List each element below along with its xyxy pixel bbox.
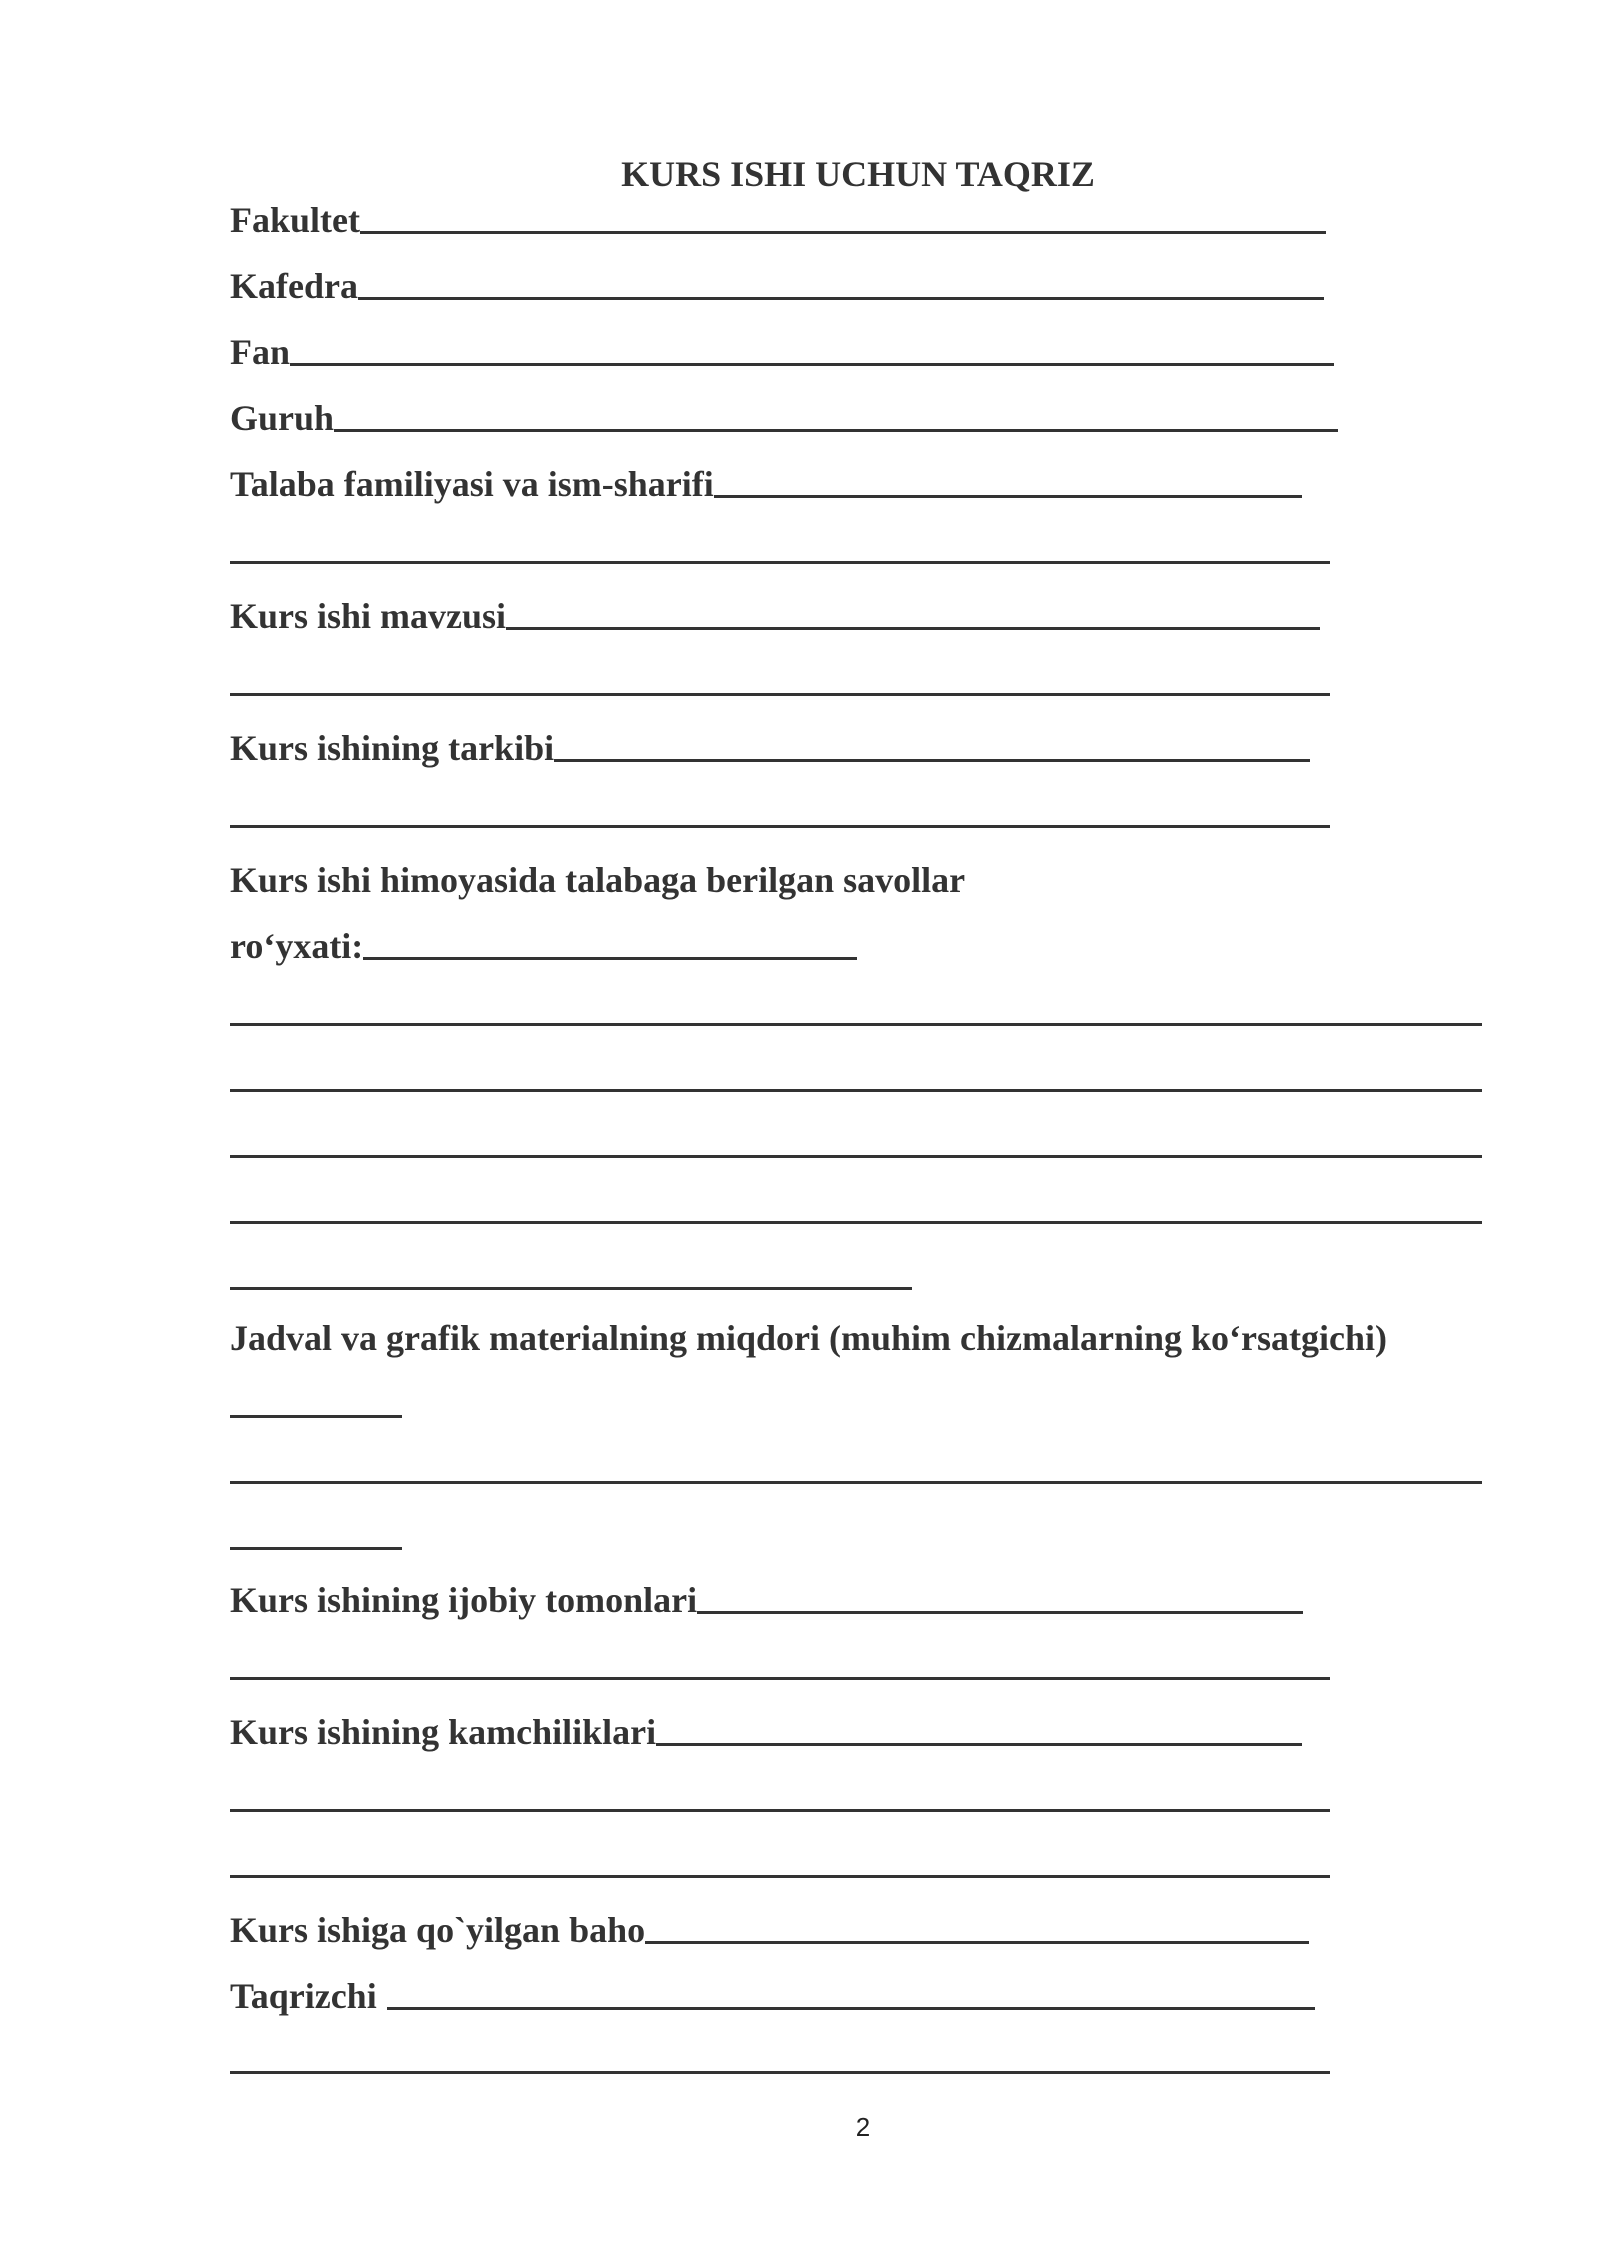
talaba-line[interactable] <box>714 495 1302 498</box>
savollar-label: Kurs ishi himoyasida talabaga berilgan savollar <box>230 860 966 900</box>
savollar-answer-row-2 <box>230 1038 1482 1100</box>
kamchilik-row-2 <box>230 1758 1330 1820</box>
ijobiy-row <box>230 1560 1303 1622</box>
taqrizchi-line[interactable] <box>387 2007 1315 2010</box>
taqrizchi-row <box>230 1956 1315 2018</box>
fan-row <box>230 312 1334 374</box>
mavzu-label: Kurs ishi mavzusi <box>230 596 507 636</box>
tarkib-label: Kurs ishining tarkibi <box>230 728 555 768</box>
talaba-row-2 <box>230 510 1330 572</box>
tarkib-row-2 <box>230 774 1330 836</box>
savollar-answer-row-4 <box>230 1170 1482 1232</box>
baho-line[interactable] <box>645 1941 1309 1944</box>
jadval-row <box>230 1298 1387 1360</box>
mavzu-row <box>230 576 1320 638</box>
fakultet-line[interactable] <box>360 231 1326 234</box>
savollar-row <box>230 840 965 902</box>
mavzu-line-2[interactable] <box>230 693 1330 696</box>
jadval-label: Jadval va grafik materialning miqdori (muhim chizmalarning ko‘rsatgichi) <box>230 1318 1387 1358</box>
tarkib-line[interactable] <box>554 759 1310 762</box>
kamchilik-row <box>230 1692 1302 1754</box>
kafedra-row <box>230 246 1324 308</box>
ijobiy-row-2 <box>230 1626 1330 1688</box>
jadval-line-2[interactable] <box>230 1481 1482 1484</box>
kafedra-line[interactable] <box>358 297 1324 300</box>
fan-label: Fan <box>230 332 291 372</box>
kamchilik-row-3 <box>230 1824 1330 1886</box>
ijobiy-line[interactable] <box>697 1611 1303 1614</box>
savollar-row-2 <box>230 906 857 968</box>
tarkib-line-2[interactable] <box>230 825 1330 828</box>
kamchilik-line-2[interactable] <box>230 1809 1330 1812</box>
kamchilik-label: Kurs ishining kamchiliklari <box>230 1712 657 1752</box>
savollar-answer-row-3 <box>230 1104 1482 1166</box>
guruh-label: Guruh <box>230 398 335 438</box>
savollar-answer-row-5 <box>230 1236 912 1298</box>
jadval-row-4 <box>230 1496 402 1558</box>
savollar-answer-line-3[interactable] <box>230 1155 1482 1158</box>
taqrizchi-row-2 <box>230 2020 1330 2082</box>
jadval-line-3[interactable] <box>230 1547 402 1550</box>
fan-line[interactable] <box>290 363 1334 366</box>
baho-label: Kurs ishiga qo`yilgan baho <box>230 1910 646 1950</box>
savollar-answer-line-2[interactable] <box>230 1089 1482 1092</box>
page-number: 2 <box>855 2112 871 2142</box>
tarkib-row <box>230 708 1310 770</box>
baho-row <box>230 1890 1309 1952</box>
ijobiy-label: Kurs ishining ijobiy tomonlari <box>230 1580 698 1620</box>
taqrizchi-line-2[interactable] <box>230 2071 1330 2074</box>
taqrizchi-label: Taqrizchi <box>230 1976 377 2016</box>
jadval-row-2 <box>230 1364 402 1426</box>
guruh-row <box>230 378 1338 440</box>
jadval-row-3 <box>230 1430 1482 1492</box>
fakultet-row <box>230 180 1326 242</box>
talaba-row <box>230 444 1302 506</box>
jadval-line-1[interactable] <box>230 1415 402 1418</box>
mavzu-row-2 <box>230 642 1330 704</box>
mavzu-line[interactable] <box>506 627 1320 630</box>
savollar-label-2: ro‘yxati: <box>230 926 364 966</box>
document-title: KURS ISHI UCHUN TAQRIZ <box>621 154 1095 194</box>
savollar-answer-row-1 <box>230 972 1482 1034</box>
savollar-answer-line-4[interactable] <box>230 1221 1482 1224</box>
kafedra-label: Kafedra <box>230 266 358 306</box>
savollar-answer-line-1[interactable] <box>230 1023 1482 1026</box>
savollar-answer-line-5[interactable] <box>230 1287 912 1290</box>
kamchilik-line-3[interactable] <box>230 1875 1330 1878</box>
guruh-line[interactable] <box>334 429 1338 432</box>
ijobiy-line-2[interactable] <box>230 1677 1330 1680</box>
savollar-line[interactable] <box>363 957 857 960</box>
talaba-line-2[interactable] <box>230 561 1330 564</box>
fakultet-label: Fakultet <box>230 200 360 240</box>
talaba-label: Talaba familiyasi va ism-sharifi <box>230 464 714 504</box>
kamchilik-line[interactable] <box>656 1743 1302 1746</box>
